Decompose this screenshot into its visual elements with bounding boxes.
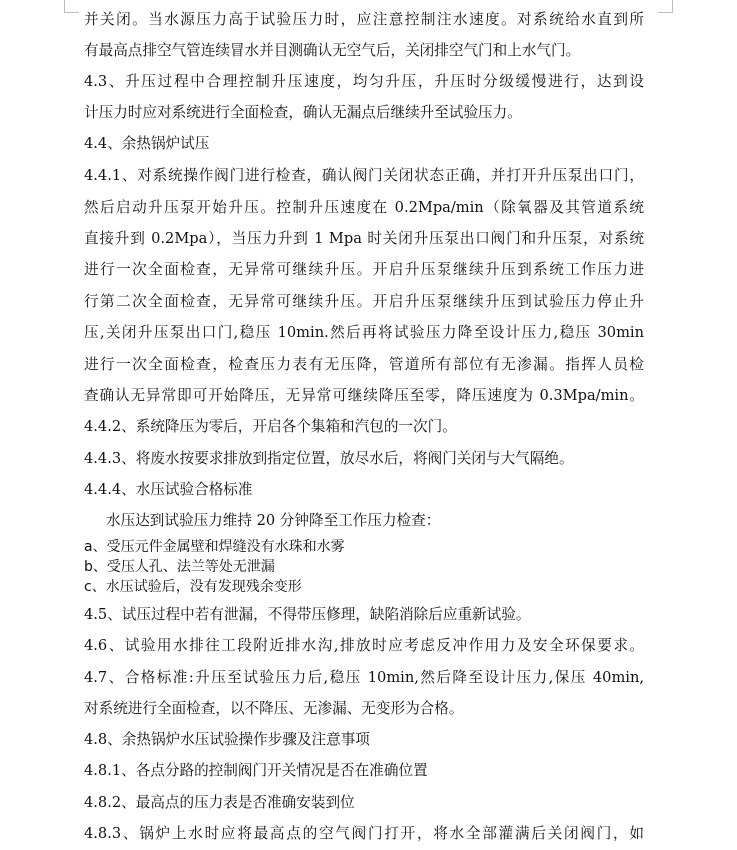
- text-line: 然后启动升压泵开始升压。控制升压速度在 0.2Mpa/min（除氧器及其管道系统: [84, 199, 644, 216]
- text-line: 对系统进行全面检查，以不降压、无渗漏、无变形为合格。: [84, 700, 464, 717]
- text-line: 4.3、升压过程中合理控制升压速度，均匀升压，升压时分级缓慢进行，达到设: [84, 73, 644, 90]
- list-item: b、受压人孔、法兰等处无泄漏: [84, 559, 275, 575]
- text-line: 直接升到 0.2Mpa），当压力升到 1 Mpa 时关闭升压泵出口阀门和升压泵，对系统: [84, 230, 644, 247]
- text-line: 行第二次全面检查，无异常可继续升压。开启升压泵继续升压到试验压力停止升: [84, 293, 644, 310]
- text-line: 4.5、试压过程中若有泄漏，不得带压修理，缺陷消除后应重新试验。: [84, 606, 531, 623]
- section-heading: 4.4.4、水压试验合格标准: [84, 481, 253, 498]
- text-line: 4.4.3、将废水按要求排放到指定位置，放尽水后，将阀门关闭与大气隔绝。: [84, 450, 574, 467]
- text-line: 计压力时应对系统进行全面检查，确认无漏点后继续升至试验压力。: [84, 104, 522, 121]
- list-item: a、受压元件金属壁和焊缝没有水珠和水雾: [84, 539, 345, 555]
- text-line: 压,关闭升压泵出口门,稳压 10min.然后再将试验压力降至设计压力,稳压 30min: [84, 324, 644, 341]
- text-line: 4.8.2、最高点的压力表是否准确安装到位: [84, 794, 355, 811]
- text-line: 4.7、合格标准:升压至试验压力后,稳压 10min,然后降至设计压力,保压 40min,: [84, 669, 644, 686]
- text-line: 水压达到试验压力维持 20 分钟降至工作压力检查：: [106, 512, 441, 529]
- text-line: 4.8.3、锅炉上水时应将最高点的空气阀门打开，将水全部灌满后关闭阀门，如: [84, 825, 644, 842]
- text-line: 4.4.1、对系统操作阀门进行检查，确认阀门关闭状态正确，并打开升压泵出口门，: [84, 167, 644, 184]
- text-line: 进行一次全面检查，无异常可继续升压。开启升压泵继续升压到系统工作压力进: [84, 261, 644, 278]
- text-line: 4.8.1、各点分路的控制阀门开关情况是否在准确位置: [84, 762, 428, 779]
- section-heading: 4.8、余热锅炉水压试验操作步骤及注意事项: [84, 731, 370, 748]
- text-line: 查确认无异常即可开始降压，无异常可继续降压至零，降压速度为 0.3Mpa/min。: [84, 387, 644, 404]
- text-line: 4.6、试验用水排往工段附近排水沟,排放时应考虑反冲作用力及安全环保要求。: [84, 637, 644, 654]
- section-heading: 4.4、余热锅炉试压: [84, 135, 210, 152]
- page-corner-mark-right: [658, 0, 673, 13]
- list-item: c、水压试验后，没有发现残余变形: [84, 579, 302, 595]
- text-line: 有最高点排空气管连续冒水并目测确认无空气后，关闭排空气门和上水气门。: [84, 42, 581, 59]
- text-line: 4.4.2、系统降压为零后，开启各个集箱和汽包的一次门。: [84, 418, 457, 435]
- text-line: 进行一次全面检查，检查压力表有无压降，管道所有部位有无渗漏。指挥人员检: [84, 356, 644, 373]
- page-corner-mark-left: [64, 0, 79, 13]
- text-line: 并关闭。当水源压力高于试验压力时，应注意控制注水速度。对系统给水直到所: [84, 11, 644, 28]
